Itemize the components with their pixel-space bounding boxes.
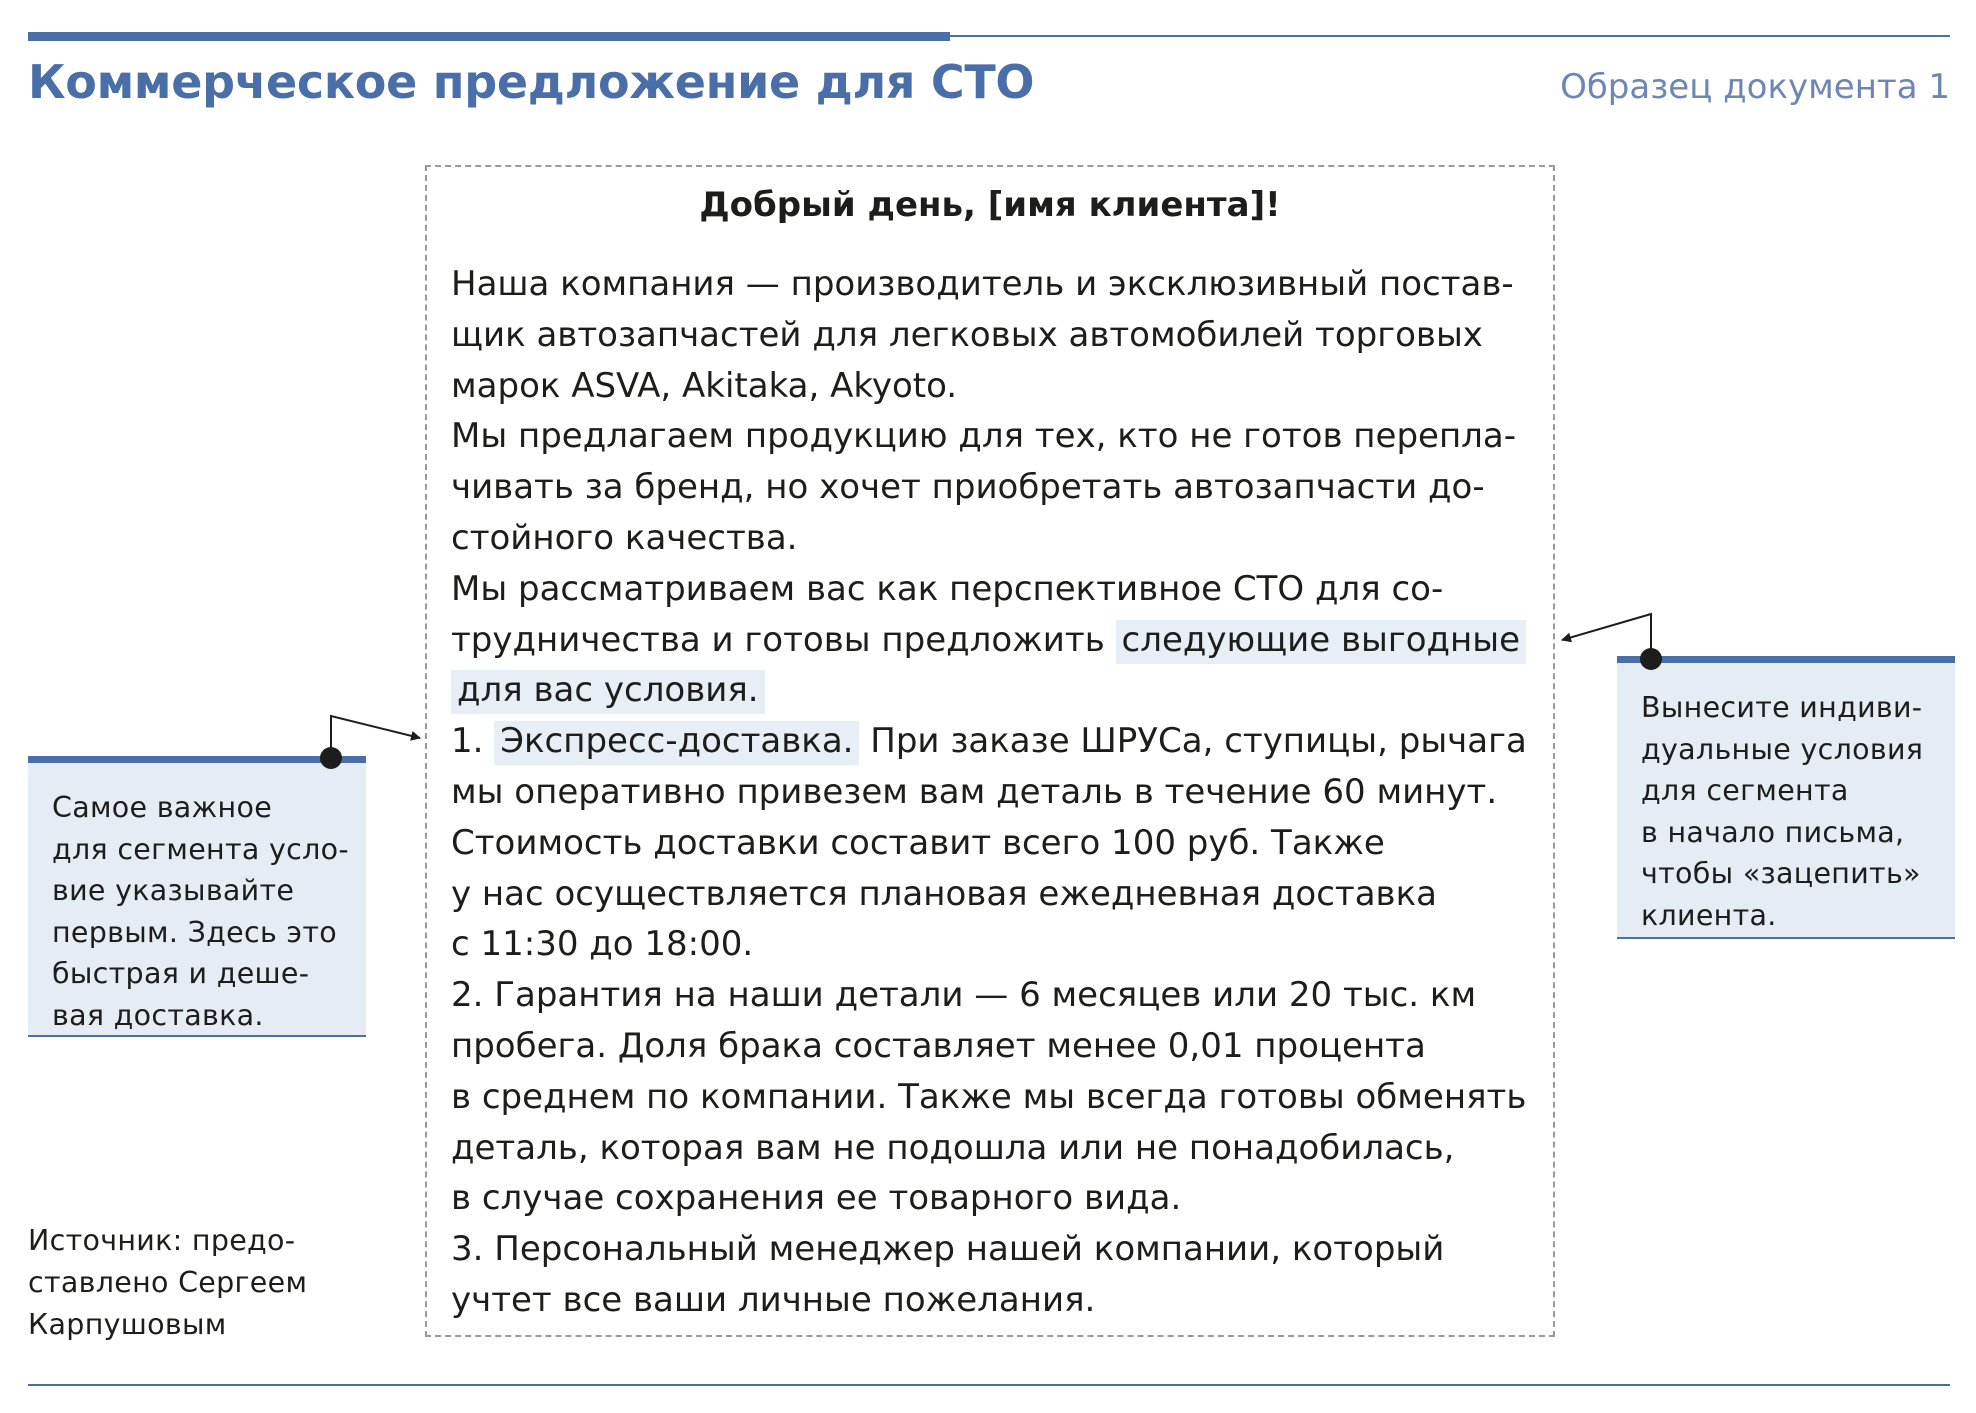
body-line: 3. Персональный менеджер нашей компании, который [451,1229,1445,1270]
body-line: 2. Гарантия на наши детали — 6 месяцев или 20 тыс. км [451,975,1477,1016]
body-line: в случае сохранения ее товарного вида. [451,1178,1182,1219]
body-line: стойного качества. [451,517,798,558]
highlight-conditions: следующие выгодные [1116,620,1527,664]
body-line: чивать за бренд, но хочет приобретать автозапчасти до- [451,467,1485,508]
body-line: с 11:30 до 18:00. [451,924,754,965]
body-line: марок ASVA, Akitaka, Akyoto. [451,365,958,406]
connector-right-dot [1640,648,1662,670]
body-line: Наша компания — производитель и эксклюзивный постав- [451,264,1514,304]
body-line: учтет все ваши личные пожелания. [451,1279,1096,1320]
body-line: трудничества и готовы предложить [451,619,1116,660]
document-label: Образец документа 1 [1560,67,1950,107]
body-line: щик автозапчастей для легковых автомобилей торговых [451,314,1483,355]
source-credit: Источник: предо- ставлено Сергеем Карпушовым [28,1224,308,1341]
body-line: мы оперативно привезем вам деталь в течение 60 минут. [451,771,1498,812]
page-title: Коммерческое предложение для СТО [28,55,1035,109]
body-line: у нас осуществляется плановая ежедневная доставка [451,873,1437,914]
connector-left-dot [320,747,342,769]
body-line: пробега. Доля брака составляет менее 0,01 процента [451,1025,1426,1066]
connector-left-arrow [331,716,420,757]
body-line: Стоимость доставки составит всего 100 руб. Также [451,822,1385,863]
highlight-conditions-cont: для вас условия. [451,670,765,714]
highlight-express-delivery: Экспресс-доставка. [494,721,859,765]
body-line: 1. [451,721,495,762]
body-line: деталь, которая вам не подошла или не понадобилась, [451,1127,1455,1168]
body-line: Мы предлагаем продукцию для тех, кто не готов перепла- [451,416,1517,457]
letter-greeting: Добрый день, [имя клиента]! [699,185,1281,225]
callout-text-left: Самое важное для сегмента усло- вие указывайте первым. Здесь это быстрая и деше- вая доставка. [52,791,349,1032]
callout-text-right: Вынесите индиви- дуальные условия для сегмента в начало письма, чтобы «зацепить» клиента. [1641,691,1924,932]
body-line: в среднем по компании. Также мы всегда готовы обменять [451,1076,1527,1117]
bottom-rule [28,1384,1950,1386]
body-line: При заказе ШРУСа, ступицы, рычага [859,721,1527,762]
connector-right-arrow [1562,614,1651,658]
body-line: Мы рассматриваем вас как перспективное СТО для со- [451,568,1444,609]
